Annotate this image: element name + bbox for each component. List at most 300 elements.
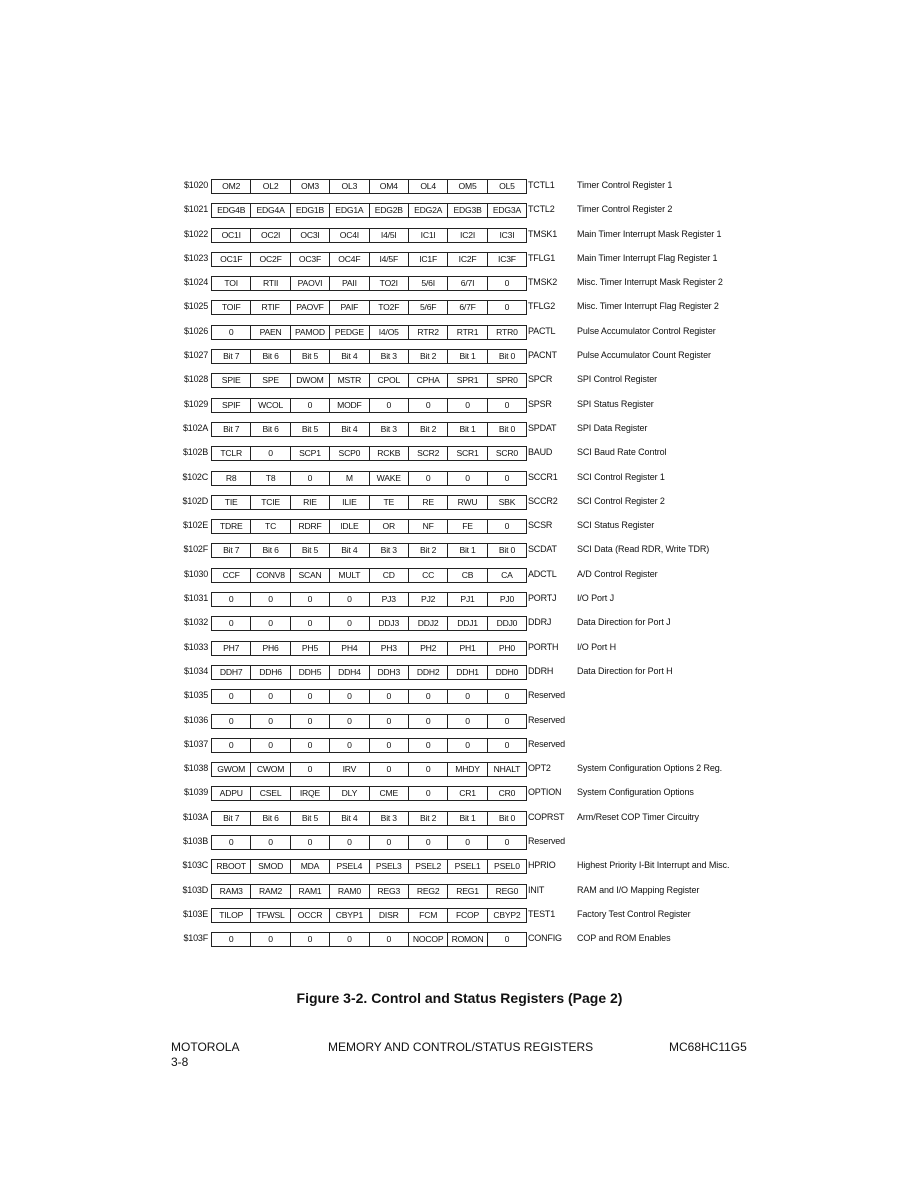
- register-bit-cell: SMOD: [251, 860, 290, 873]
- register-bit-cell: 0: [330, 715, 369, 728]
- register-bit-fields: [211, 276, 527, 291]
- register-bit-cell: 0: [409, 715, 448, 728]
- register-mnemonic: DDRJ: [528, 617, 552, 628]
- register-bit-cell: OR: [370, 520, 409, 533]
- register-address: $1027: [183, 350, 208, 361]
- register-bit-cell: 6/7I: [448, 277, 487, 290]
- register-bit-cell: 0: [448, 690, 487, 703]
- register-bit-cell: Bit 3: [370, 423, 409, 436]
- register-bit-fields: [211, 228, 527, 243]
- register-bit-cell: PH6: [251, 642, 290, 655]
- register-bit-cell: SPR0: [488, 374, 527, 387]
- register-address: $1033: [183, 641, 208, 652]
- register-address: $1039: [183, 787, 208, 798]
- register-address: $102E: [182, 520, 208, 531]
- register-bit-cell: DDJ3: [370, 617, 409, 630]
- register-bit-fields: [211, 616, 527, 631]
- register-bit-cell: IRV: [330, 763, 369, 776]
- register-bit-cell: 0: [212, 933, 251, 946]
- register-description: COP and ROM Enables: [577, 933, 671, 944]
- register-bit-cell: 0: [488, 472, 527, 485]
- register-description: SCI Baud Rate Control: [577, 447, 667, 458]
- register-address: $103F: [183, 933, 208, 944]
- register-bit-fields: [211, 203, 527, 218]
- register-bit-cell: CBYP1: [330, 909, 369, 922]
- register-bit-cell: EDG1B: [291, 204, 330, 217]
- register-description: SPI Control Register: [577, 374, 658, 385]
- register-row: [170, 565, 870, 589]
- register-bit-cell: CB: [448, 569, 487, 582]
- register-bit-cell: EDG3A: [488, 204, 527, 217]
- register-description: Arm/Reset COP Timer Circuitry: [577, 811, 699, 822]
- register-bit-cell: IC3I: [488, 229, 527, 242]
- register-bit-cell: IRQE: [291, 787, 330, 800]
- register-mnemonic: Reserved: [528, 690, 565, 701]
- register-row: [170, 905, 870, 929]
- register-address: $1026: [183, 325, 208, 336]
- register-row: [170, 468, 870, 492]
- register-bit-cell: 0: [251, 447, 290, 460]
- register-bit-cell: TO2F: [370, 301, 409, 314]
- register-bit-cell: TOI: [212, 277, 251, 290]
- register-description: Main Timer Interrupt Mask Register 1: [577, 228, 722, 239]
- register-bit-fields: [211, 568, 527, 583]
- register-address: $1035: [183, 690, 208, 701]
- register-bit-cell: OC1F: [212, 253, 251, 266]
- register-bit-cell: 0: [251, 593, 290, 606]
- register-bit-cell: Bit 2: [409, 350, 448, 363]
- register-bit-cell: MDA: [291, 860, 330, 873]
- register-row: [170, 808, 870, 832]
- register-address: $1034: [183, 665, 208, 676]
- register-bit-cell: 0: [370, 690, 409, 703]
- register-bit-cell: RTR0: [488, 326, 527, 339]
- register-bit-cell: CWOM: [251, 763, 290, 776]
- register-address: $1023: [183, 252, 208, 263]
- register-bit-cell: Bit 6: [251, 812, 290, 825]
- register-bit-cell: 0: [370, 836, 409, 849]
- register-bit-cell: Bit 3: [370, 350, 409, 363]
- register-bit-cell: Bit 3: [370, 812, 409, 825]
- register-description: Main Timer Interrupt Flag Register 1: [577, 252, 718, 263]
- register-bit-cell: PEDGE: [330, 326, 369, 339]
- register-bit-cell: OL5: [488, 180, 527, 193]
- register-bit-cell: 0: [212, 739, 251, 752]
- register-row: [170, 759, 870, 783]
- register-row: [170, 662, 870, 686]
- register-address: $1038: [183, 763, 208, 774]
- register-bit-cell: M: [330, 472, 369, 485]
- register-bit-cell: PSEL1: [448, 860, 487, 873]
- register-bit-fields: [211, 689, 527, 704]
- register-mnemonic: TEST1: [528, 908, 556, 919]
- register-bit-cell: EDG4A: [251, 204, 290, 217]
- register-bit-cell: 0: [212, 617, 251, 630]
- register-bit-fields: [211, 252, 527, 267]
- footer-page-number: 3-8: [171, 1055, 189, 1069]
- register-bit-cell: I4/O5: [370, 326, 409, 339]
- register-bit-cell: 0: [330, 593, 369, 606]
- register-bit-cell: CME: [370, 787, 409, 800]
- register-bit-cell: GWOM: [212, 763, 251, 776]
- register-description: Timer Control Register 2: [577, 204, 673, 215]
- register-bit-cell: EDG2A: [409, 204, 448, 217]
- register-bit-cell: DDH2: [409, 666, 448, 679]
- register-row: [170, 443, 870, 467]
- register-bit-cell: PH3: [370, 642, 409, 655]
- register-mnemonic: SPSR: [528, 398, 552, 409]
- register-bit-cell: TCLR: [212, 447, 251, 460]
- register-bit-cell: OC2I: [251, 229, 290, 242]
- register-mnemonic: PORTJ: [528, 593, 557, 604]
- register-mnemonic: Reserved: [528, 738, 565, 749]
- register-bit-cell: DLY: [330, 787, 369, 800]
- register-mnemonic: Reserved: [528, 714, 565, 725]
- register-description: SCI Status Register: [577, 520, 655, 531]
- register-bit-cell: TE: [370, 496, 409, 509]
- register-description: RAM and I/O Mapping Register: [577, 884, 700, 895]
- register-address: $1020: [183, 180, 208, 190]
- register-bit-cell: OM4: [370, 180, 409, 193]
- register-mnemonic: SCCR1: [528, 471, 558, 482]
- register-bit-cell: 0: [488, 301, 527, 314]
- register-bit-cell: RAM1: [291, 885, 330, 898]
- register-bit-cell: MODF: [330, 399, 369, 412]
- register-description: SPI Status Register: [577, 398, 654, 409]
- register-bit-cell: 0: [488, 399, 527, 412]
- register-bit-cell: 0: [488, 933, 527, 946]
- register-bit-cell: Bit 6: [251, 544, 290, 557]
- register-mnemonic: OPTION: [528, 787, 562, 798]
- register-bit-fields: [211, 714, 527, 729]
- register-bit-cell: OL4: [409, 180, 448, 193]
- register-bit-cell: 0: [291, 763, 330, 776]
- register-description: Timer Control Register 1: [577, 180, 673, 190]
- register-row: [170, 419, 870, 443]
- register-bit-fields: [211, 543, 527, 558]
- register-row: [170, 322, 870, 346]
- register-row: [170, 589, 870, 613]
- register-bit-cell: Bit 4: [330, 544, 369, 557]
- register-bit-cell: 0: [370, 399, 409, 412]
- register-address: $103D: [182, 884, 208, 895]
- register-description: Factory Test Control Register: [577, 908, 691, 919]
- register-bit-cell: 0: [330, 690, 369, 703]
- register-bit-cell: 0: [291, 739, 330, 752]
- register-row: [170, 370, 870, 394]
- register-bit-cell: OM3: [291, 180, 330, 193]
- register-mnemonic: PACTL: [528, 325, 556, 336]
- register-description: Misc. Timer Interrupt Mask Register 2: [577, 277, 723, 288]
- register-table: [170, 176, 870, 954]
- register-bit-cell: 0: [251, 617, 290, 630]
- register-bit-cell: PSEL0: [488, 860, 527, 873]
- register-bit-cell: RIE: [291, 496, 330, 509]
- register-bit-cell: OL2: [251, 180, 290, 193]
- register-bit-cell: CD: [370, 569, 409, 582]
- register-bit-fields: [211, 884, 527, 899]
- register-bit-cell: EDG2B: [370, 204, 409, 217]
- register-row: [170, 711, 870, 735]
- register-bit-fields: [211, 446, 527, 461]
- register-bit-cell: DDH0: [488, 666, 527, 679]
- register-bit-fields: [211, 519, 527, 534]
- register-mnemonic: TCTL1: [528, 180, 555, 190]
- register-mnemonic: DDRH: [528, 665, 554, 676]
- register-address: $1022: [183, 228, 208, 239]
- register-row: [170, 832, 870, 856]
- register-bit-cell: 0: [291, 690, 330, 703]
- register-bit-cell: RAM2: [251, 885, 290, 898]
- register-bit-fields: [211, 908, 527, 923]
- register-bit-cell: SPE: [251, 374, 290, 387]
- register-mnemonic: PACNT: [528, 350, 557, 361]
- register-bit-cell: 0: [370, 739, 409, 752]
- register-mnemonic: SCCR2: [528, 495, 558, 506]
- register-bit-cell: Bit 6: [251, 423, 290, 436]
- register-bit-cell: EDG4B: [212, 204, 251, 217]
- register-description: SCI Control Register 1: [577, 471, 665, 482]
- register-address: $1032: [183, 617, 208, 628]
- register-bit-cell: OC2F: [251, 253, 290, 266]
- register-bit-fields: [211, 738, 527, 753]
- register-row: [170, 686, 870, 710]
- register-row: [170, 856, 870, 880]
- register-bit-cell: PJ3: [370, 593, 409, 606]
- register-description: I/O Port H: [577, 641, 617, 652]
- register-bit-cell: RTR2: [409, 326, 448, 339]
- register-bit-cell: 0: [448, 472, 487, 485]
- register-bit-cell: OC4I: [330, 229, 369, 242]
- register-bit-cell: Bit 4: [330, 350, 369, 363]
- register-bit-fields: [211, 179, 527, 194]
- register-bit-cell: 0: [251, 690, 290, 703]
- register-row: [170, 297, 870, 321]
- register-bit-cell: TFWSL: [251, 909, 290, 922]
- register-address: $1029: [183, 398, 208, 409]
- register-bit-cell: Bit 2: [409, 812, 448, 825]
- register-row: [170, 929, 870, 953]
- register-bit-cell: IC2F: [448, 253, 487, 266]
- register-bit-cell: 0: [330, 836, 369, 849]
- register-bit-cell: 0: [291, 472, 330, 485]
- register-description: Highest Priority I-Bit Interrupt and Misc.: [577, 860, 730, 871]
- register-bit-fields: [211, 859, 527, 874]
- register-bit-cell: RWU: [448, 496, 487, 509]
- register-bit-cell: 0: [212, 690, 251, 703]
- register-mnemonic: TFLG2: [528, 301, 556, 312]
- register-bit-cell: RTIF: [251, 301, 290, 314]
- register-bit-cell: PH4: [330, 642, 369, 655]
- register-bit-cell: PH2: [409, 642, 448, 655]
- register-bit-fields: [211, 325, 527, 340]
- register-bit-cell: IC2I: [448, 229, 487, 242]
- register-bit-cell: Bit 7: [212, 350, 251, 363]
- register-bit-cell: PH7: [212, 642, 251, 655]
- register-bit-fields: [211, 471, 527, 486]
- register-bit-cell: Bit 1: [448, 812, 487, 825]
- register-mnemonic: SCDAT: [528, 544, 557, 555]
- register-description: SCI Data (Read RDR, Write TDR): [577, 544, 710, 555]
- register-bit-cell: IDLE: [330, 520, 369, 533]
- register-bit-cell: SCP1: [291, 447, 330, 460]
- register-bit-fields: [211, 592, 527, 607]
- register-mnemonic: SCSR: [528, 520, 553, 531]
- register-bit-cell: OC1I: [212, 229, 251, 242]
- register-bit-cell: DDH7: [212, 666, 251, 679]
- register-address: $103C: [182, 860, 208, 871]
- register-bit-cell: 0: [488, 836, 527, 849]
- register-bit-cell: PSEL3: [370, 860, 409, 873]
- register-bit-cell: RCKB: [370, 447, 409, 460]
- register-bit-cell: NF: [409, 520, 448, 533]
- register-bit-cell: Bit 7: [212, 423, 251, 436]
- register-bit-cell: DDH5: [291, 666, 330, 679]
- register-bit-cell: RAM0: [330, 885, 369, 898]
- register-bit-cell: IC1I: [409, 229, 448, 242]
- register-bit-cell: 0: [291, 933, 330, 946]
- register-row: [170, 200, 870, 224]
- register-bit-cell: PH0: [488, 642, 527, 655]
- register-bit-cell: PAEN: [251, 326, 290, 339]
- register-mnemonic: Reserved: [528, 836, 565, 847]
- register-bit-cell: EDG1A: [330, 204, 369, 217]
- register-mnemonic: BAUD: [528, 447, 553, 458]
- register-bit-cell: Bit 3: [370, 544, 409, 557]
- register-address: $1028: [183, 374, 208, 385]
- register-address: $103E: [182, 908, 208, 919]
- register-bit-cell: RE: [409, 496, 448, 509]
- register-bit-cell: WCOL: [251, 399, 290, 412]
- register-address: $1024: [183, 277, 208, 288]
- register-description: SCI Control Register 2: [577, 495, 665, 506]
- register-bit-cell: PSEL2: [409, 860, 448, 873]
- register-bit-cell: 0: [370, 763, 409, 776]
- register-bit-cell: WAKE: [370, 472, 409, 485]
- register-bit-cell: REG1: [448, 885, 487, 898]
- register-address: $102D: [182, 495, 208, 506]
- register-row: [170, 492, 870, 516]
- register-bit-cell: PAOVI: [291, 277, 330, 290]
- register-mnemonic: INIT: [528, 884, 545, 895]
- register-bit-cell: Bit 7: [212, 544, 251, 557]
- footer-section-title: MEMORY AND CONTROL/STATUS REGISTERS: [328, 1040, 594, 1054]
- register-bit-fields: [211, 786, 527, 801]
- register-description: Data Direction for Port H: [577, 665, 673, 676]
- register-bit-cell: CSEL: [251, 787, 290, 800]
- register-bit-cell: RAM3: [212, 885, 251, 898]
- register-bit-cell: Bit 1: [448, 423, 487, 436]
- register-row: [170, 783, 870, 807]
- register-row: [170, 249, 870, 273]
- register-row: [170, 346, 870, 370]
- register-bit-cell: 0: [291, 617, 330, 630]
- figure-caption: Figure 3-2. Control and Status Registers (Page 2): [296, 990, 623, 1006]
- register-bit-cell: PJ0: [488, 593, 527, 606]
- register-bit-cell: 0: [409, 836, 448, 849]
- register-row: [170, 225, 870, 249]
- register-address: $1025: [183, 301, 208, 312]
- register-row: [170, 540, 870, 564]
- footer-publisher: MOTOROLA: [171, 1040, 240, 1054]
- register-address: $1036: [183, 714, 208, 725]
- register-address: $102A: [182, 422, 208, 433]
- register-bit-cell: DWOM: [291, 374, 330, 387]
- register-bit-cell: CONV8: [251, 569, 290, 582]
- register-bit-cell: TCIE: [251, 496, 290, 509]
- register-bit-cell: PH1: [448, 642, 487, 655]
- register-bit-cell: SCAN: [291, 569, 330, 582]
- register-bit-cell: Bit 2: [409, 544, 448, 557]
- register-bit-cell: TILOP: [212, 909, 251, 922]
- register-bit-cell: 0: [409, 472, 448, 485]
- register-bit-cell: SCR0: [488, 447, 527, 460]
- register-bit-fields: [211, 373, 527, 388]
- register-bit-cell: SPR1: [448, 374, 487, 387]
- register-bit-cell: 5/6I: [409, 277, 448, 290]
- register-bit-fields: [211, 349, 527, 364]
- register-description: System Configuration Options 2 Reg.: [577, 763, 723, 774]
- register-bit-cell: I4/5F: [370, 253, 409, 266]
- register-bit-cell: Bit 6: [251, 350, 290, 363]
- register-bit-cell: CPHA: [409, 374, 448, 387]
- register-bit-cell: OM2: [212, 180, 251, 193]
- register-bit-fields: [211, 811, 527, 826]
- register-bit-cell: 0: [488, 715, 527, 728]
- register-bit-fields: [211, 495, 527, 510]
- register-bit-cell: FCOP: [448, 909, 487, 922]
- register-bit-cell: IC3F: [488, 253, 527, 266]
- register-bit-cell: SCR1: [448, 447, 487, 460]
- register-bit-cell: SCP0: [330, 447, 369, 460]
- register-bit-fields: [211, 641, 527, 656]
- register-bit-cell: Bit 4: [330, 423, 369, 436]
- register-bit-cell: PJ1: [448, 593, 487, 606]
- register-bit-cell: SPIF: [212, 399, 251, 412]
- register-bit-cell: 0: [251, 836, 290, 849]
- register-bit-cell: PSEL4: [330, 860, 369, 873]
- register-bit-cell: Bit 0: [488, 544, 527, 557]
- register-bit-cell: RTR1: [448, 326, 487, 339]
- register-bit-cell: IC1F: [409, 253, 448, 266]
- register-bit-cell: 0: [251, 739, 290, 752]
- register-bit-cell: 0: [212, 326, 251, 339]
- register-bit-cell: PJ2: [409, 593, 448, 606]
- register-bit-cell: DDH4: [330, 666, 369, 679]
- register-bit-cell: FCM: [409, 909, 448, 922]
- register-bit-cell: 0: [409, 399, 448, 412]
- register-bit-cell: RDRF: [291, 520, 330, 533]
- register-bit-cell: 6/7F: [448, 301, 487, 314]
- register-bit-cell: OC3I: [291, 229, 330, 242]
- register-bit-cell: DDH6: [251, 666, 290, 679]
- register-bit-cell: DDJ2: [409, 617, 448, 630]
- register-mnemonic: TMSK1: [528, 228, 558, 239]
- register-bit-cell: CBYP2: [488, 909, 527, 922]
- register-bit-cell: FE: [448, 520, 487, 533]
- register-bit-cell: R8: [212, 472, 251, 485]
- register-mnemonic: SPCR: [528, 374, 553, 385]
- register-row: [170, 395, 870, 419]
- register-bit-cell: OC4F: [330, 253, 369, 266]
- register-bit-cell: MHDY: [448, 763, 487, 776]
- register-mnemonic: TMSK2: [528, 277, 558, 288]
- register-address: $1031: [183, 593, 208, 604]
- register-row: [170, 176, 870, 200]
- register-bit-cell: 0: [448, 836, 487, 849]
- register-bit-cell: SCR2: [409, 447, 448, 460]
- register-bit-cell: 0: [488, 520, 527, 533]
